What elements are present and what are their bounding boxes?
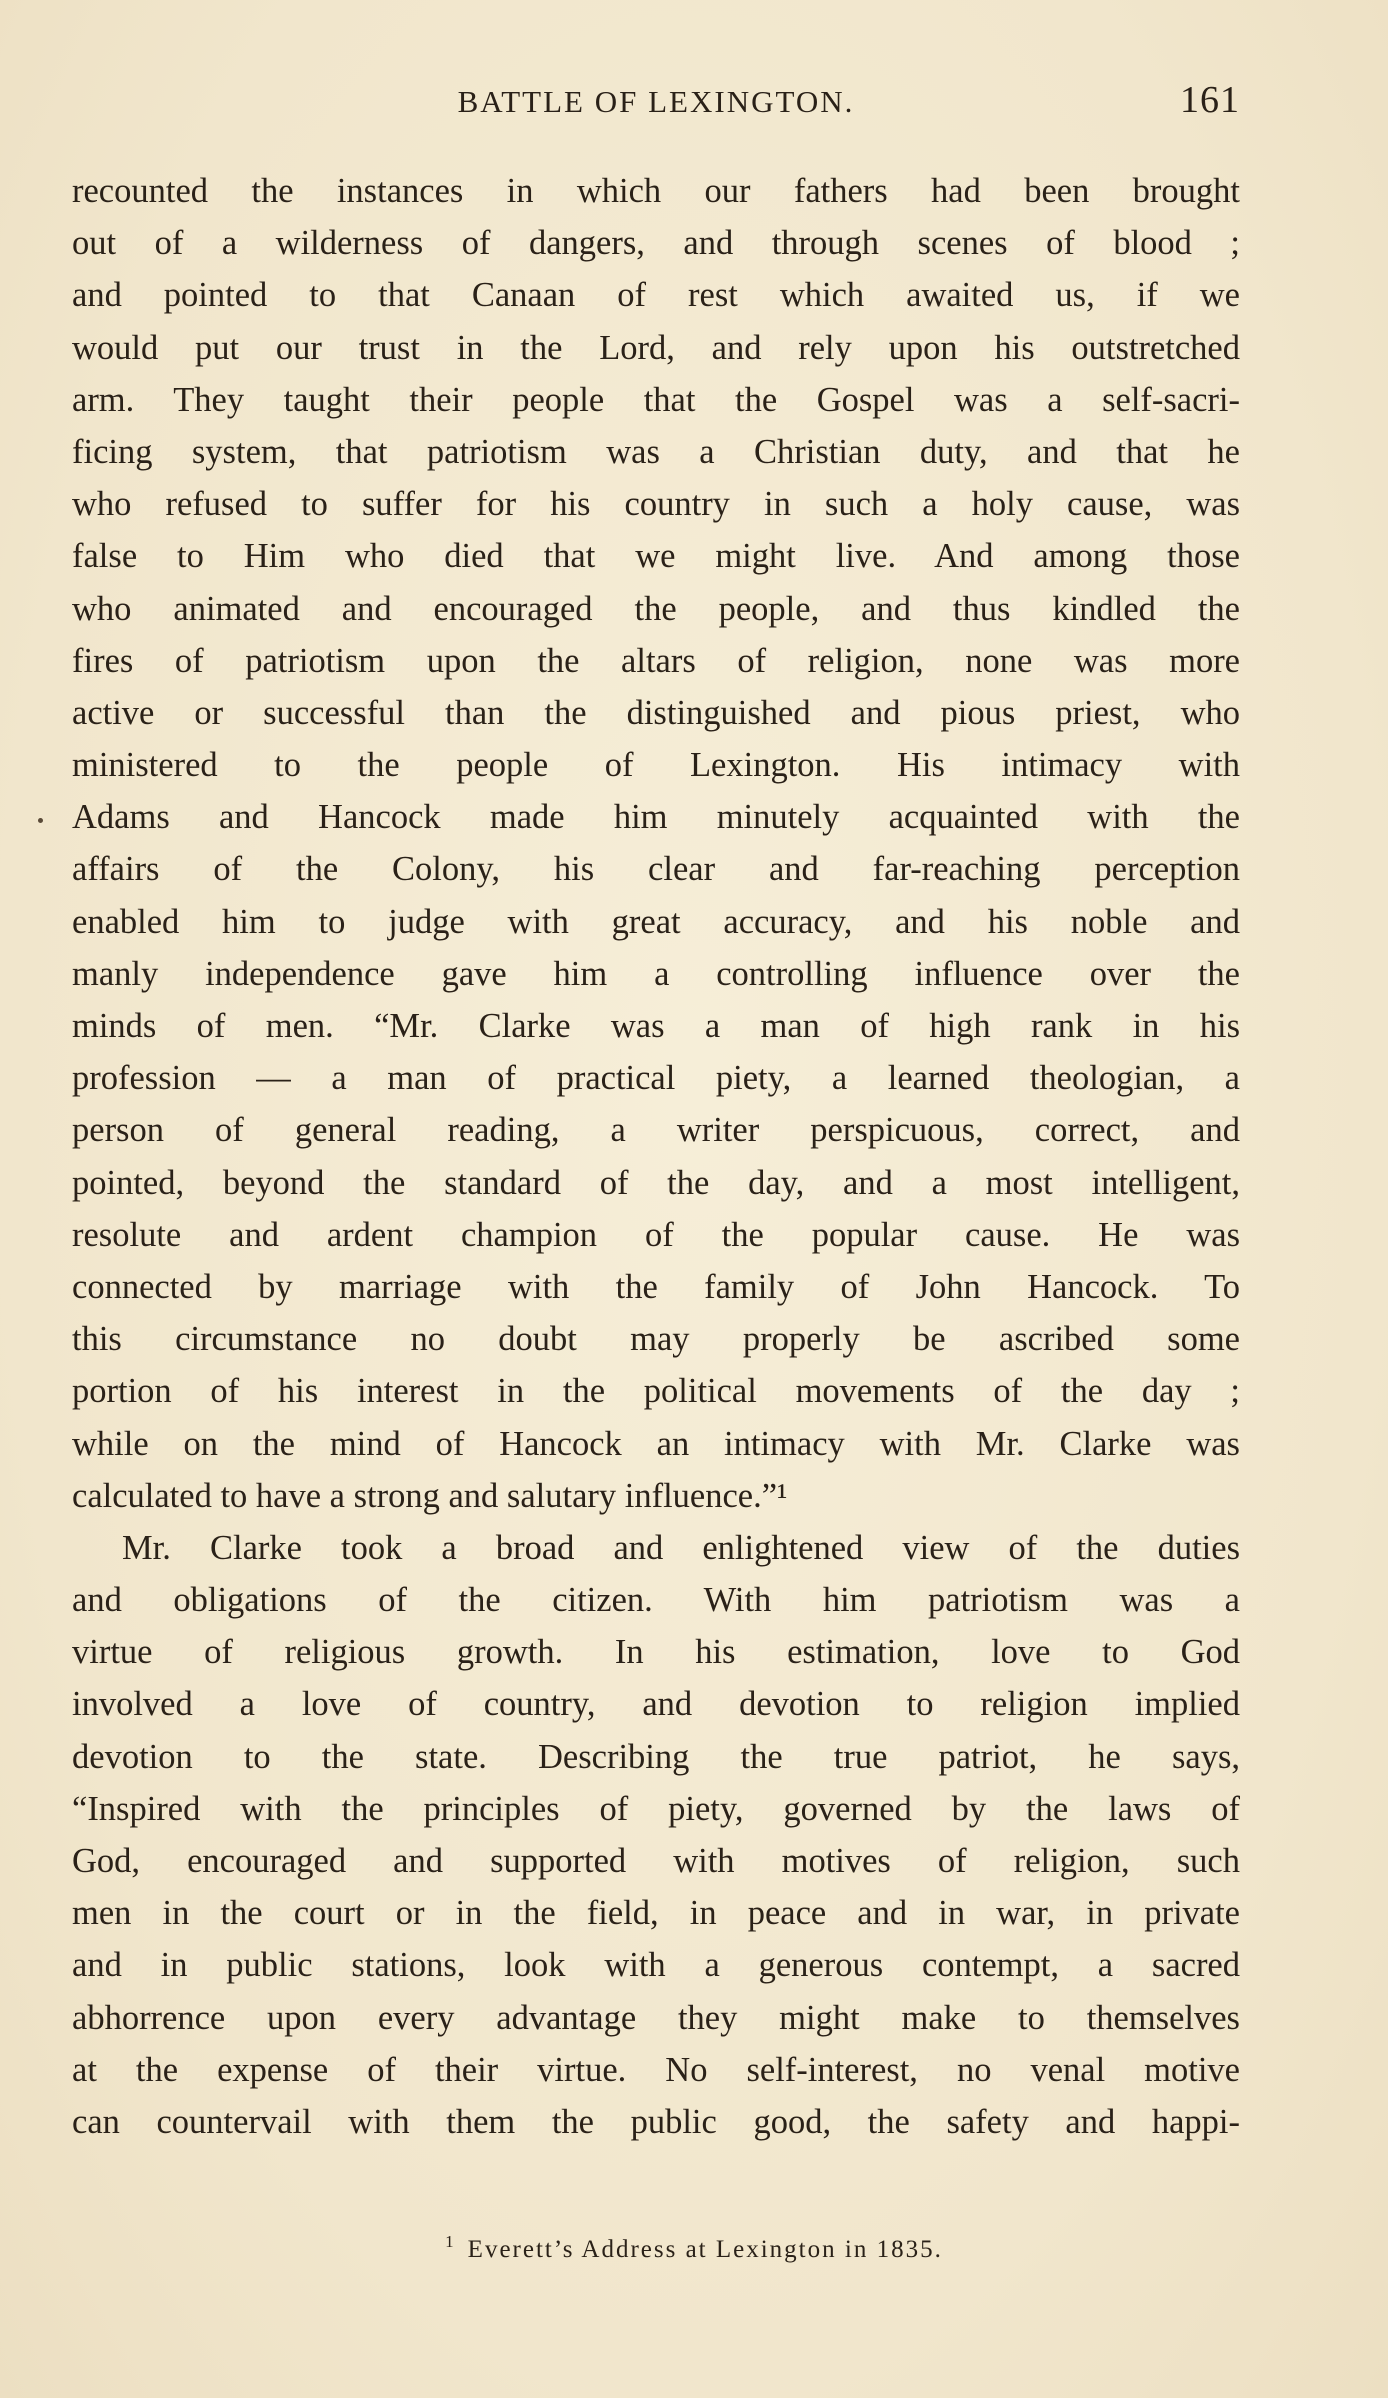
text-line: at the expense of their virtue. No self-interest, no venal motive (72, 2050, 1240, 2089)
text-line: men in the court or in the field, in peace and in war, in private (72, 1894, 1240, 1933)
body-text (72, 165, 1240, 2148)
text-line: would put our trust in the Lord, and rely upon his outstretched (72, 328, 1240, 367)
footnote-mark: 1 (445, 2232, 456, 2251)
text-line: “Inspired with the principles of piety, governed by the laws of (72, 1789, 1240, 1828)
footnote-text: Everett’s Address at Lexington in 1835. (467, 2236, 943, 2263)
text-line: Mr. Clarke took a broad and enlightened view of the duties (122, 1528, 1240, 1567)
text-line: who animated and encouraged the people, and thus kindled the (72, 589, 1240, 628)
text-line: ficing system, that patriotism was a Christian duty, and that he (72, 432, 1240, 471)
text-line: this circumstance no doubt may properly be ascribed some (72, 1320, 1240, 1359)
text-line: fires of patriotism upon the altars of religion, none was more (72, 641, 1240, 680)
ink-speck (38, 818, 43, 823)
text-line: virtue of religious growth. In his estimation, love to God (72, 1633, 1240, 1672)
text-line: minds of men. “Mr. Clarke was a man of high rank in his (72, 1007, 1240, 1045)
text-line: portion of his interest in the political movements of the day ; (72, 1372, 1240, 1411)
text-line: can countervail with them the public good, the safety and happi- (72, 2102, 1240, 2141)
text-line: person of general reading, a writer perspicuous, correct, and (72, 1111, 1240, 1150)
text-line: who refused to suffer for his country in such a holy cause, was (72, 485, 1240, 524)
text-line: active or successful than the distinguished and pious priest, who (72, 693, 1240, 732)
text-line: connected by marriage with the family of John Hancock. To (72, 1267, 1240, 1306)
text-line: God, encouraged and supported with motives of religion, such (72, 1842, 1240, 1880)
text-line: while on the mind of Hancock an intimacy with Mr. Clarke was (72, 1424, 1240, 1463)
text-line: pointed, beyond the standard of the day, and a most intelligent, (72, 1163, 1240, 1202)
text-line: and in public stations, look with a generous contempt, a sacred (72, 1946, 1240, 1985)
text-line: calculated to have a strong and salutary influence.”¹ (72, 1476, 788, 1515)
text-line: affairs of the Colony, his clear and far-reaching perception (72, 850, 1240, 889)
text-line: manly independence gave him a controlling influence over the (72, 954, 1240, 993)
text-line: out of a wilderness of dangers, and through scenes of blood ; (72, 224, 1240, 263)
text-line: enabled him to judge with great accuracy, and his noble and (72, 902, 1240, 941)
footnote (0, 2232, 1388, 2264)
text-line: involved a love of country, and devotion to religion implied (72, 1685, 1240, 1724)
text-line: ministered to the people of Lexington. His intimacy with (72, 746, 1240, 785)
text-line: and obligations of the citizen. With him patriotism was a (72, 1581, 1240, 1620)
text-line: profession — a man of practical piety, a learned theologian, a (72, 1059, 1240, 1098)
running-head: BATTLE OF LEXINGTON. (457, 84, 855, 119)
text-line: devotion to the state. Describing the true patriot, he says, (72, 1737, 1240, 1776)
text-line: arm. They taught their people that the Gospel was a self-sacri- (72, 380, 1240, 419)
text-line: resolute and ardent champion of the popular cause. He was (72, 1215, 1240, 1254)
text-line: abhorrence upon every advantage they might make to themselves (72, 1998, 1240, 2037)
text-line: false to Him who died that we might live. And among those (72, 537, 1240, 576)
page-number: 161 (1180, 79, 1240, 121)
page-header (72, 78, 1240, 128)
text-line: and pointed to that Canaan of rest which awaited us, if we (72, 276, 1240, 315)
text-line: recounted the instances in which our fathers had been brought (72, 172, 1240, 210)
text-line: Adams and Hancock made him minutely acquainted with the (72, 798, 1240, 837)
